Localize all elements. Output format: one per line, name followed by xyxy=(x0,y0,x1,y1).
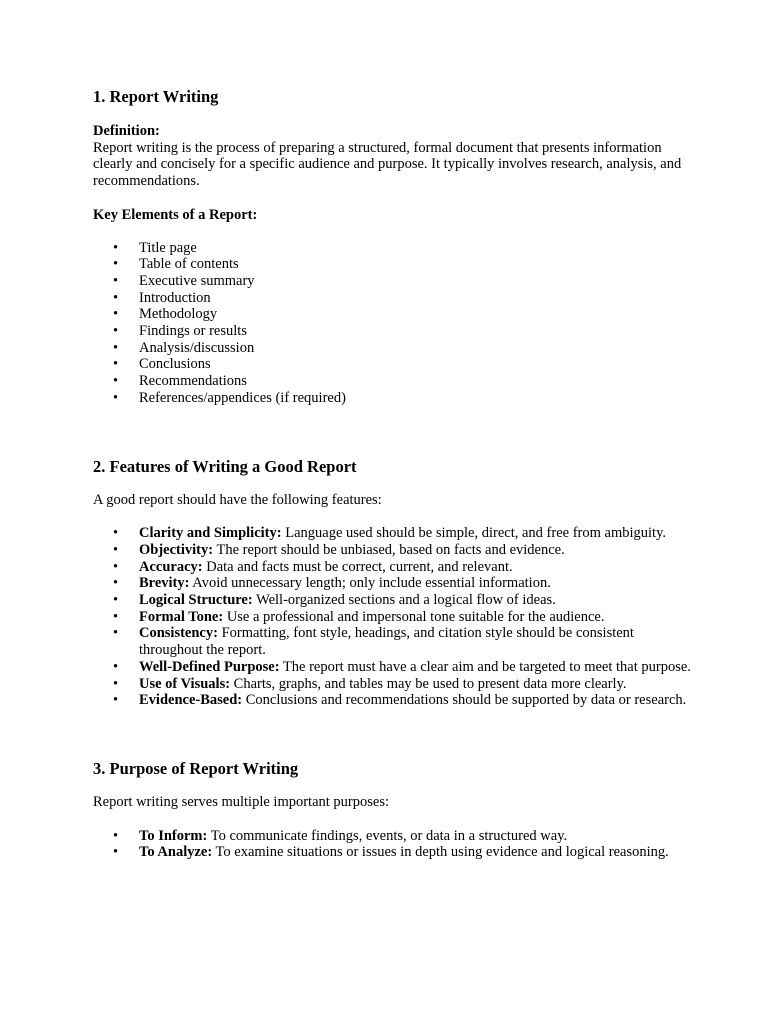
list-item xyxy=(93,592,693,609)
list-item xyxy=(93,609,693,626)
feature-desc: Avoid unnecessary length; only include essential information. xyxy=(189,575,551,592)
feature-desc: Data and facts must be correct, current, and relevant. xyxy=(202,558,513,575)
feature-desc: Conclusions and recommendations should be supported by data or research. xyxy=(242,692,687,709)
feature-desc: The report should be unbiased, based on facts and evidence. xyxy=(213,541,565,558)
list-item xyxy=(93,575,693,592)
feature-term: Logical Structure: xyxy=(139,592,253,609)
feature-desc: Formatting, font style, headings, and citation style should be consistent throughout the report. xyxy=(139,625,634,659)
feature-desc: Language used should be simple, direct, and free from ambiguity. xyxy=(281,525,666,542)
feature-term: Evidence-Based: xyxy=(139,692,243,709)
list-item xyxy=(93,625,693,658)
list-item xyxy=(93,559,693,576)
purpose-term: To Inform: xyxy=(139,827,208,844)
purposes-list xyxy=(93,828,693,861)
list-item xyxy=(93,676,693,693)
list-item: • Conclusions xyxy=(93,356,693,373)
feature-term: Use of Visuals: xyxy=(139,675,231,692)
list-item: • Findings or results xyxy=(93,323,693,340)
purpose-term: To Analyze: xyxy=(139,844,213,861)
list-item xyxy=(93,525,693,542)
key-elements-label-text: Key Elements of a Report: xyxy=(93,206,258,223)
list-item: • Title page xyxy=(93,240,693,257)
feature-term: Clarity and Simplicity: xyxy=(139,525,282,542)
feature-term: Formal Tone: xyxy=(139,608,224,625)
list-item: • References/appendices (if required) xyxy=(93,390,693,407)
feature-desc: Use a professional and impersonal tone suitable for the audience. xyxy=(223,608,605,625)
purpose-desc: To communicate findings, events, or data in a structured way. xyxy=(207,827,568,844)
features-list xyxy=(93,525,693,709)
definition-text: Report writing is the process of preparing a structured, formal document that presents information clearly and concisely for a specific audience and purpose. It typically involves research, analysis, and recommendations. xyxy=(93,139,682,190)
feature-desc: Well-organized sections and a logical flow of ideas. xyxy=(252,592,556,609)
feature-term: Consistency: xyxy=(139,625,218,642)
section-3-intro: Report writing serves multiple important purposes: xyxy=(93,793,389,810)
list-item xyxy=(93,542,693,559)
purpose-desc: To examine situations or issues in depth using evidence and logical reasoning. xyxy=(212,844,669,861)
list-item xyxy=(93,659,693,676)
feature-term: Brevity: xyxy=(139,575,190,592)
list-item xyxy=(93,828,693,845)
feature-desc: The report must have a clear aim and be targeted to meet that purpose. xyxy=(279,658,691,675)
key-elements-label xyxy=(93,207,693,224)
section-2-heading: 2. Features of Writing a Good Report xyxy=(93,456,357,476)
feature-term: Well-Defined Purpose: xyxy=(139,658,280,675)
section-1-heading: 1. Report Writing xyxy=(93,87,219,106)
list-item: • Executive summary xyxy=(93,273,693,290)
document-body xyxy=(93,86,693,861)
list-item: • Introduction xyxy=(93,290,693,307)
list-item: • Table of contents xyxy=(93,256,693,273)
list-item: • Analysis/discussion xyxy=(93,340,693,357)
definition-paragraph xyxy=(93,123,693,190)
section-2-intro: A good report should have the following features: xyxy=(93,491,382,508)
feature-term: Objectivity: xyxy=(139,541,214,558)
feature-desc: Charts, graphs, and tables may be used to present data more clearly. xyxy=(230,675,627,692)
definition-label: Definition: xyxy=(93,123,160,139)
key-elements-list xyxy=(93,240,693,407)
section-3-heading: 3. Purpose of Report Writing xyxy=(93,758,299,778)
list-item xyxy=(93,692,693,709)
list-item: • Methodology xyxy=(93,306,693,323)
feature-term: Accuracy: xyxy=(139,558,203,575)
list-item: • Recommendations xyxy=(93,373,693,390)
list-item xyxy=(93,844,693,861)
